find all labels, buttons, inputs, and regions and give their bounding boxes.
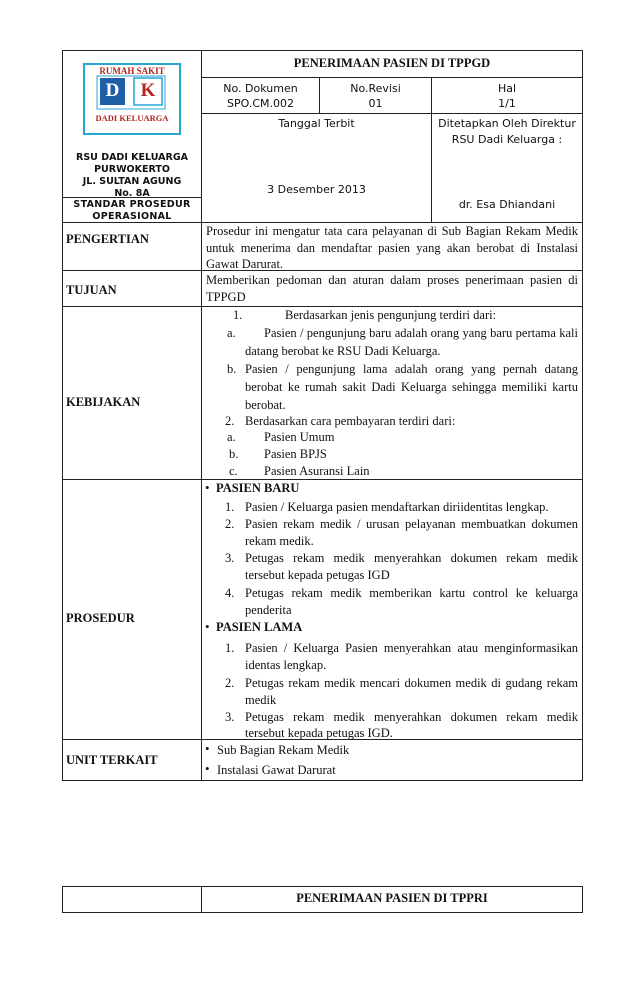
kebijakan-label-cell <box>62 306 202 480</box>
payment-mark: c. <box>229 464 238 478</box>
bullet-icon: • <box>205 480 210 495</box>
logo-letter-d: D <box>105 80 120 101</box>
payment-text: Pasien BPJS <box>264 447 327 461</box>
kebijakan-item-2-num: 2. <box>225 414 235 428</box>
baru-step-line: penderita <box>245 603 292 617</box>
baru-step-line: Pasien rekam medik / urusan pelayanan membuatkan dokumen <box>245 517 578 531</box>
pengertian-line: Prosedur ini mengatur tata cara pelayanan di Sub Bagian Rekam Medik <box>206 224 578 238</box>
kebijakan-item-1-num: 1. <box>233 308 243 322</box>
pasien-lama-title: PASIEN LAMA <box>216 620 303 634</box>
unit-item: Instalasi Gawat Darurat <box>217 763 336 777</box>
lama-step-line: Petugas rekam medik menyerahkan dokumen rekam medik <box>245 710 578 724</box>
date-label: Tanggal Terbit <box>278 117 355 130</box>
lama-step-num: 3. <box>225 710 235 724</box>
baru-step-line: Pasien / Keluarga pasien mendaftarkan diriidentitas lengkap. <box>245 500 549 514</box>
page-label: Hal <box>497 82 517 95</box>
lama-step-line: Petugas rekam medik mencari dokumen medik di gudang rekam <box>245 676 578 690</box>
unit-label: UNIT TERKAIT <box>66 753 158 767</box>
tujuan-text <box>206 272 578 305</box>
kebijakan-a-line: Pasien / pengunjung baru adalah orang yang baru pertama kali <box>264 326 578 340</box>
hospital-number: No. 8A <box>114 188 150 199</box>
bullet-icon: • <box>205 761 210 776</box>
revision-label: No.Revisi <box>350 82 401 95</box>
kebijakan-label: KEBIJAKAN <box>66 395 141 409</box>
baru-step-num: 4. <box>225 586 235 600</box>
approval-name: dr. Esa Dhiandani <box>458 198 556 211</box>
baru-step-line: Petugas rekam medik menyerahkan dokumen rekam medik <box>245 551 578 565</box>
lama-step-line: medik <box>245 693 277 707</box>
approval-org: RSU Dadi Keluarga : <box>451 133 563 146</box>
page2-title: PENERIMAAN PASIEN DI TPPRI <box>296 891 488 905</box>
kebijakan-a-line: datang berobat ke RSU Dadi Keluarga. <box>245 344 441 358</box>
baru-step-line: rekam medik. <box>245 534 314 548</box>
lama-step-num: 2. <box>225 676 235 690</box>
tujuan-label: TUJUAN <box>66 283 117 297</box>
page-value: 1/1 <box>498 97 516 110</box>
hospital-street: JL. SULTAN AGUNG <box>82 176 182 187</box>
unit-item: Sub Bagian Rekam Medik <box>217 743 350 757</box>
prosedur-label: PROSEDUR <box>66 611 135 625</box>
lama-step-line: tersebut kepada petugas IGD. <box>245 726 393 740</box>
prosedur-label-cell <box>62 479 202 740</box>
kebijakan-b-line: berobat. <box>245 398 286 412</box>
bullet-icon: • <box>205 741 210 756</box>
baru-step-line: Petugas rekam medik memberikan kartu control ke keluarga <box>245 586 578 600</box>
kebijakan-item-1-text: Berdasarkan jenis pengunjung terdiri dari: <box>285 308 497 322</box>
payment-mark: a. <box>227 430 236 444</box>
pengertian-line: Gawat Darurat. <box>206 257 284 271</box>
tujuan-line: Memberikan pedoman dan aturan dalam proses penerimaan pasien di <box>206 273 578 287</box>
page2-logo-cell <box>62 886 202 913</box>
payment-text: Pasien Asuransi Lain <box>264 464 370 478</box>
hospital-city: PURWOKERTO <box>94 164 170 175</box>
document-title: PENERIMAAN PASIEN DI TPPGD <box>293 56 491 70</box>
lama-step-num: 1. <box>225 641 235 655</box>
date-value: 3 Desember 2013 <box>267 183 366 196</box>
payment-mark: b. <box>229 447 239 461</box>
kebijakan-b-line: berobat ke rumah sakit Dadi Keluarga sehingga memiliki kartu <box>245 380 578 394</box>
baru-step-num: 2. <box>225 517 235 531</box>
doc-number-value: SPO.CM.002 <box>227 97 294 110</box>
pengertian-line: untuk menerima dan mendaftar pasien yang akan berobat di Instalasi <box>206 240 578 255</box>
payment-text: Pasien Umum <box>264 430 335 444</box>
doc-type: STANDAR PROSEDUR OPERASIONAL <box>73 199 191 222</box>
lama-step-line: Pasien / Keluarga Pasien menyerahkan atau menginformasikan <box>245 641 578 655</box>
lama-step-line: identas lengkap. <box>245 658 327 672</box>
hospital-address <box>62 152 202 200</box>
revision-value: 01 <box>368 97 383 110</box>
baru-step-num: 1. <box>225 500 235 514</box>
pasien-baru-title: PASIEN BARU <box>216 481 300 495</box>
kebijakan-b-mark: b. <box>227 362 237 376</box>
baru-step-line: tersebut kepada petugas IGD <box>245 568 390 582</box>
bullet-icon: • <box>205 619 210 634</box>
tujuan-line: TPPGD <box>206 289 246 304</box>
logo-top-text: RUMAH SAKIT <box>99 66 165 76</box>
pengertian-label: PENGERTIAN <box>66 232 149 246</box>
kebijakan-a-mark: a. <box>227 326 236 340</box>
pengertian-text <box>206 223 578 273</box>
kebijakan-b-line: Pasien / pengunjung lama adalah orang yang pernah datang <box>245 362 578 376</box>
baru-step-num: 3. <box>225 551 235 565</box>
logo-letter-k: K <box>140 80 156 101</box>
kebijakan-item-2-text: Berdasarkan cara pembayaran terdiri dari: <box>245 414 456 428</box>
hospital-name: RSU DADI KELUARGA <box>76 152 188 163</box>
approval-label: Ditetapkan Oleh Direktur <box>438 117 576 130</box>
logo-bottom-text: DADI KELUARGA <box>95 113 169 123</box>
doc-number-label: No. Dokumen <box>223 82 298 95</box>
